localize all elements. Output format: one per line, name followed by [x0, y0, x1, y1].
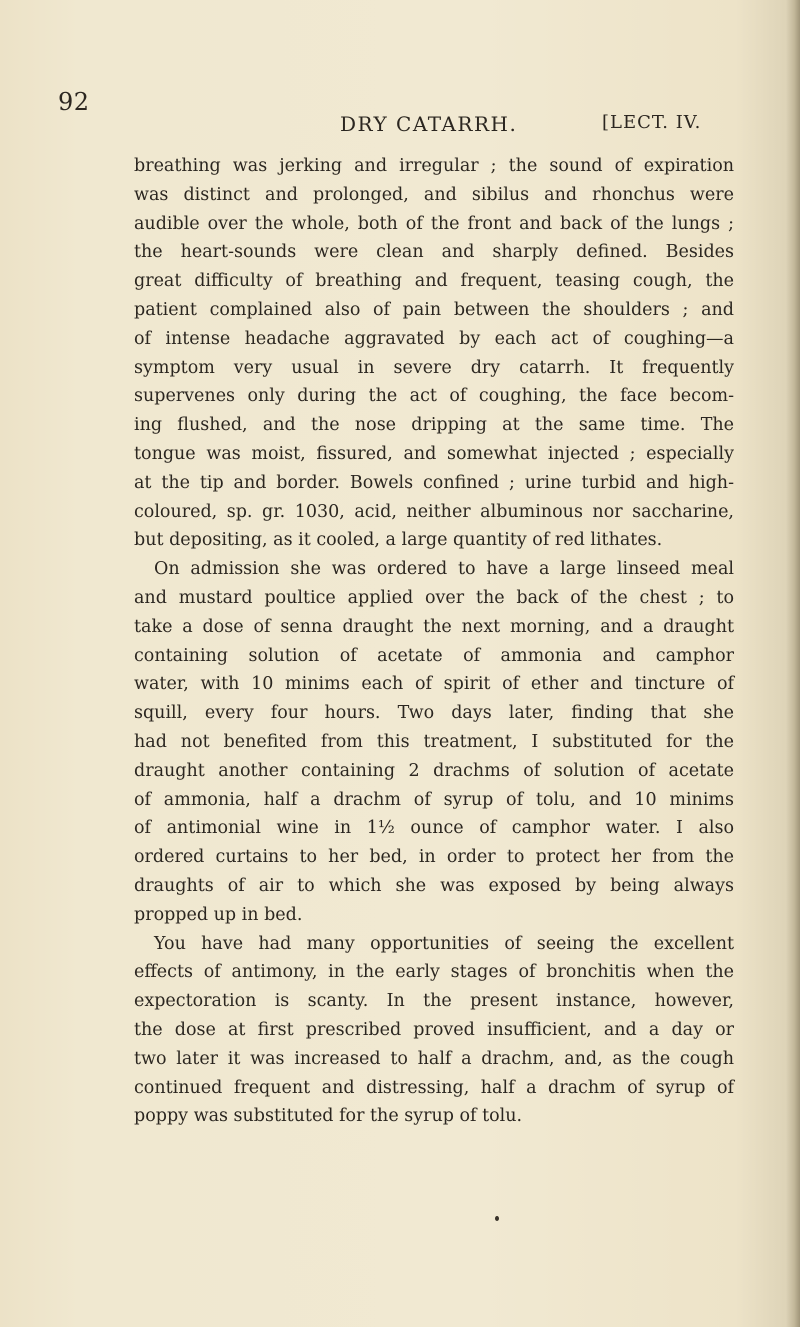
- text-line: of intense headache aggravated by each act of coughing—a: [134, 328, 734, 349]
- text-line: and mustard poultice applied over the back of the chest ; to: [134, 587, 734, 608]
- page-number: 92: [58, 88, 90, 116]
- text-line: great difficulty of breathing and frequent, teasing cough, the: [134, 271, 734, 292]
- text-line: coloured, sp. gr. 1030, acid, neither albuminous nor saccharine,: [134, 501, 734, 522]
- text-line: the dose at first prescribed proved insufficient, and a day or: [134, 1019, 734, 1040]
- text-line: containing solution of acetate of ammonia and camphor: [134, 645, 734, 666]
- paragraph-start-line: On admission she was ordered to have a large linseed meal: [154, 559, 734, 580]
- text-line: supervenes only during the act of coughing, the face becom-: [134, 386, 734, 407]
- text-line: take a dose of senna draught the next morning, and a draught: [134, 616, 734, 637]
- text-line: propped up in bed.: [134, 904, 303, 925]
- page-edge-shadow: [786, 0, 800, 1327]
- text-line: patient complained also of pain between the shoulders ; and: [134, 299, 734, 320]
- text-line: expectoration is scanty. In the present instance, however,: [134, 991, 734, 1012]
- paragraph-start-line: You have had many opportunities of seeing the excellent: [154, 933, 734, 954]
- ink-speck: [495, 1216, 499, 1221]
- text-line: of ammonia, half a drachm of syrup of tolu, and 10 minims: [134, 789, 734, 810]
- text-line: two later it was increased to half a drachm, and, as the cough: [134, 1048, 734, 1069]
- running-title: DRY CATARRH.: [340, 112, 518, 136]
- text-line: at the tip and border. Bowels confined ; urine turbid and high-: [134, 472, 734, 493]
- text-line: of antimonial wine in 1½ ounce of camphor water. I also: [134, 818, 734, 839]
- text-line: the heart-sounds were clean and sharply defined. Besides: [134, 242, 734, 263]
- lecture-reference: [LECT. IV.: [602, 112, 702, 133]
- text-line: breathing was jerking and irregular ; the sound of expiration: [134, 156, 734, 176]
- text-line: draught another containing 2 drachms of solution of acetate: [134, 760, 734, 781]
- body-text: [134, 152, 734, 1131]
- page-header: [0, 88, 800, 136]
- text-line: squill, every four hours. Two days later, finding that she: [134, 703, 734, 724]
- text-line: effects of antimony, in the early stages of bronchitis when the: [134, 962, 734, 983]
- text-line: symptom very usual in severe dry catarrh. It frequently: [134, 357, 734, 378]
- text-line: ing flushed, and the nose dripping at the same time. The: [134, 415, 734, 436]
- text-line: was distinct and prolonged, and sibilus and rhonchus were: [134, 184, 734, 205]
- text-line: tongue was moist, fissured, and somewhat injected ; especially: [134, 443, 734, 464]
- text-line: but depositing, as it cooled, a large quantity of red lithates.: [134, 530, 663, 551]
- text-line: had not benefited from this treatment, I substituted for the: [134, 731, 734, 752]
- text-line: continued frequent and distressing, half a drachm of syrup of: [134, 1077, 734, 1098]
- text-line: audible over the whole, both of the front and back of the lungs ;: [134, 213, 734, 234]
- text-line: poppy was substituted for the syrup of tolu.: [134, 1106, 523, 1127]
- text-line: ordered curtains to her bed, in order to protect her from the: [134, 847, 734, 868]
- text-line: water, with 10 minims each of spirit of ether and tincture of: [134, 674, 734, 695]
- text-line: draughts of air to which she was exposed by being always: [134, 875, 734, 896]
